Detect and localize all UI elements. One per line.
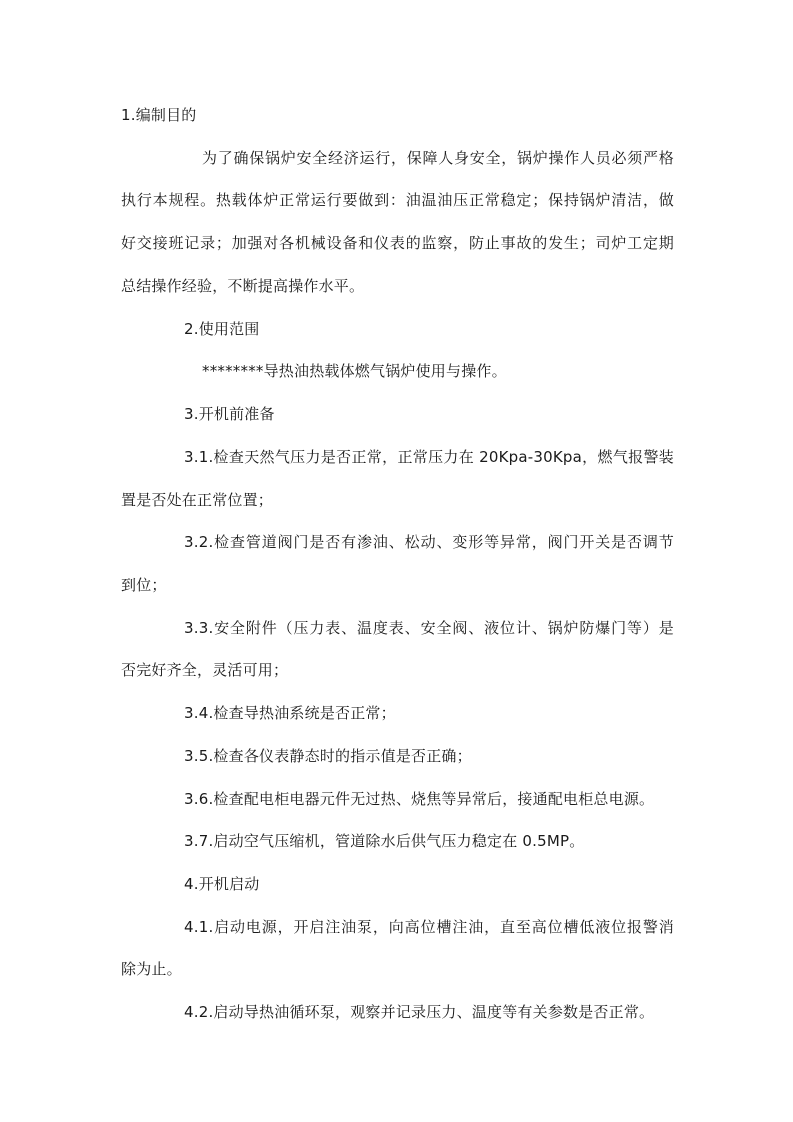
item-4-1-line-1: 4.1.启动电源，开启注油泵，向高位槽注油，直至高位槽低液位报警消 xyxy=(184,918,674,936)
item-3-3-line-2: 否完好齐全，灵活可用； xyxy=(121,661,289,679)
paragraph-purpose-line-4: 总结操作经验，不断提高操作水平。 xyxy=(121,277,365,295)
item-3-4: 3.4.检查导热油系统是否正常； xyxy=(184,704,396,722)
section-heading-preparation: 3.开机前准备 xyxy=(184,405,275,423)
section-heading-scope: 2.使用范围 xyxy=(184,320,260,338)
paragraph-purpose-line-3: 好交接班记录；加强对各机械设备和仪表的监察，防止事故的发生；司炉工定期 xyxy=(121,234,674,252)
section-heading-startup: 4.开机启动 xyxy=(184,875,260,893)
paragraph-scope: ********导热油热载体燃气锅炉使用与操作。 xyxy=(202,362,507,380)
item-4-2: 4.2.启动导热油循环泵，观察并记录压力、温度等有关参数是否正常。 xyxy=(184,1003,655,1021)
item-3-1-line-2: 置是否处在正常位置； xyxy=(121,491,274,509)
paragraph-purpose-line-2: 执行本规程。热载体炉正常运行要做到：油温油压正常稳定；保持锅炉清洁，做 xyxy=(121,191,674,209)
item-3-7: 3.7.启动空气压缩机，管道除水后供气压力稳定在 0.5MP。 xyxy=(184,832,585,850)
item-3-6: 3.6.检查配电柜电器元件无过热、烧焦等异常后，接通配电柜总电源。 xyxy=(184,790,655,808)
item-3-2-line-2: 到位； xyxy=(121,576,167,594)
section-heading-purpose: 1.编制目的 xyxy=(121,106,197,124)
paragraph-purpose-line-1: 为了确保锅炉安全经济运行，保障人身安全，锅炉操作人员必须严格 xyxy=(202,149,674,167)
item-3-5: 3.5.检查各仪表静态时的指示值是否正确； xyxy=(184,747,472,765)
item-4-1-line-2: 除为止。 xyxy=(121,960,182,978)
item-3-3-line-1: 3.3.安全附件（压力表、温度表、安全阀、液位计、锅炉防爆门等）是 xyxy=(184,619,674,637)
item-3-1-line-1: 3.1.检查天然气压力是否正常，正常压力在 20Kpa-30Kpa，燃气报警装 xyxy=(184,448,674,466)
item-3-2-line-1: 3.2.检查管道阀门是否有渗油、松动、变形等异常，阀门开关是否调节 xyxy=(184,533,674,551)
